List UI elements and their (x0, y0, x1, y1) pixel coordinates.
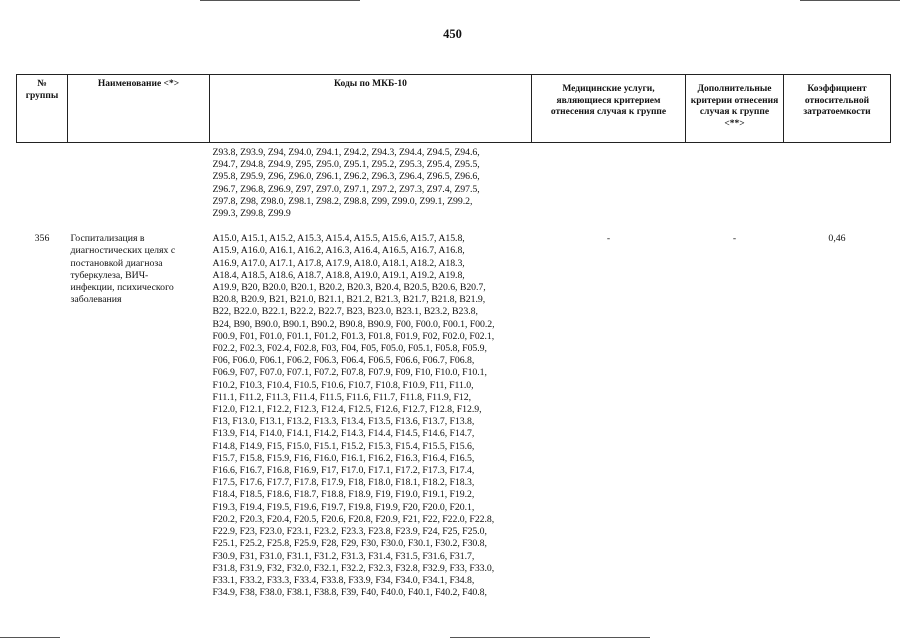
code-line: F13, F13.0, F13.1, F13.2, F13.3, F13.4, F13.5, F13.6, F13.7, F13.8, (212, 416, 475, 428)
code-line: F13.9, F14, F14.0, F14.1, F14.2, F14.3, F14.4, F14.5, F14.6, F14.7, (212, 428, 475, 440)
code-line: F25.1, F25.2, F25.8, F25.9, F28, F29, F30, F30.0, F30.1, F30.2, F30.8, (212, 538, 487, 550)
tariff-groups-table (16, 74, 891, 599)
code-line: A19.9, B20, B20.0, B20.1, B20.2, B20.3, B20.4, B20.5, B20.6, B20.7, (212, 282, 486, 294)
code-line: Z97.8, Z98, Z98.0, Z98.1, Z98.2, Z98.8, Z99, Z99.0, Z99.1, Z99.2, (212, 195, 473, 207)
code-line: F34.9, F38, F38.0, F38.1, F38.8, F39, F40, F40.0, F40.1, F40.2, F40.8, (212, 587, 487, 599)
additional-criteria-value: - (732, 233, 737, 245)
name-line: диагностических целях с (70, 245, 176, 257)
scan-edge-top (200, 0, 360, 1)
code-line: B22, B22.0, B22.1, B22.2, B22.7, B23, B23.0, B23.1, B23.2, B23.8, (212, 306, 478, 318)
code-line: F06.9, F07, F07.0, F07.1, F07.2, F07.8, F07.9, F09, F10, F10.0, F10.1, (212, 367, 487, 379)
header-icd10-codes: Коды по МКБ-10 (210, 75, 532, 143)
group-number: 356 (34, 233, 50, 245)
name-line: инфекции, психического (70, 282, 174, 294)
icd10-codes (210, 233, 532, 599)
code-line: Z93.8, Z93.9, Z94, Z94.0, Z94.1, Z94.2, Z94.3, Z94.4, Z94.5, Z94.6, (212, 147, 480, 158)
table-header-row (17, 75, 891, 143)
scan-edge-top-right (800, 0, 900, 1)
scan-edge-bottom-mid (450, 637, 650, 638)
continuation-codes (210, 143, 532, 221)
page-number: 450 (443, 27, 462, 41)
code-line: Z96.7, Z96.8, Z96.9, Z97, Z97.0, Z97.1, Z97.2, Z97.3, Z97.4, Z97.5, (212, 183, 480, 195)
name-line: туберкулеза, ВИЧ- (70, 269, 149, 281)
code-line: A18.4, A18.5, A18.6, A18.7, A18.8, A19.0, A19.1, A19.2, A19.8, (212, 269, 465, 281)
code-line: F15.7, F15.8, F15.9, F16, F16.0, F16.1, F16.2, F16.3, F16.4, F16.5, (212, 452, 475, 464)
header-additional-criteria: Дополнительные критерии отнесения случая к группе <**> (686, 75, 784, 143)
medical-services-value: - (606, 233, 611, 245)
code-line: F20.2, F20.3, F20.4, F20.5, F20.6, F20.8, F20.9, F21, F22, F22.0, F22.8, (212, 513, 495, 525)
code-line: F00.9, F01, F01.0, F01.1, F01.2, F01.3, F01.8, F01.9, F02, F02.0, F02.1, (212, 330, 495, 342)
code-line: F31.8, F31.9, F32, F32.0, F32.1, F32.2, F32.3, F32.8, F32.9, F33, F33.0, (212, 562, 495, 574)
header-name: Наименование <*> (68, 75, 210, 143)
cost-coefficient-value: 0,46 (828, 233, 846, 245)
code-line: F17.5, F17.6, F17.7, F17.8, F17.9, F18, F18.0, F18.1, F18.2, F18.3, (212, 477, 475, 489)
code-line: F02.2, F02.3, F02.4, F02.8, F03, F04, F05, F05.0, F05.1, F05.8, F05.9, (212, 343, 487, 355)
code-line: A15.0, A15.1, A15.2, A15.3, A15.4, A15.5, A15.6, A15.7, A15.8, (212, 233, 465, 245)
code-line: Z99.3, Z99.8, Z99.9 (212, 208, 291, 220)
code-line: Z94.7, Z94.8, Z94.9, Z95, Z95.0, Z95.1, Z95.2, Z95.3, Z95.4, Z95.5, (212, 159, 480, 171)
code-line: F16.6, F16.7, F16.8, F16.9, F17, F17.0, F17.1, F17.2, F17.3, F17.4, (212, 465, 475, 477)
code-line: F10.2, F10.3, F10.4, F10.5, F10.6, F10.7, F10.8, F10.9, F11, F11.0, (212, 379, 474, 391)
code-line: F18.4, F18.5, F18.6, F18.7, F18.8, F18.9, F19, F19.0, F19.1, F19.2, (212, 489, 475, 501)
scan-edge-bottom-left (0, 637, 60, 638)
name-line: постановкой диагноза (70, 257, 163, 269)
code-line: F33.1, F33.2, F33.3, F33.4, F33.8, F33.9, F34, F34.0, F34.1, F34.8, (212, 574, 475, 586)
code-line: B20.8, B20.9, B21, B21.0, B21.1, B21.2, B21.3, B21.7, B21.8, B21.9, (212, 294, 486, 306)
group-name (68, 233, 210, 599)
code-line: F14.8, F14.9, F15, F15.0, F15.1, F15.2, F15.3, F15.4, F15.5, F15.6, (212, 440, 475, 452)
code-line: F22.9, F23, F23.0, F23.1, F23.2, F23.3, F23.8, F23.9, F24, F25, F25.0, (212, 526, 487, 538)
code-line: F19.3, F19.4, F19.5, F19.6, F19.7, F19.8, F19.9, F20, F20.0, F20.1, (212, 501, 475, 513)
table-row-356 (17, 233, 891, 599)
code-line: A15.9, A16.0, A16.1, A16.2, A16.3, A16.4, A16.5, A16.7, A16.8, (212, 245, 465, 257)
code-line: F11.1, F11.2, F11.3, F11.4, F11.5, F11.6, F11.7, F11.8, F11.9, F12, (212, 391, 471, 403)
code-line: A16.9, A17.0, A17.1, A17.8, A17.9, A18.0, A18.1, A18.2, A18.3, (212, 257, 465, 269)
name-line: заболевания (70, 294, 122, 306)
header-medical-services: Медицинские услуги, являющиеся критерием отнесения случая к группе (532, 75, 686, 143)
table-row-continuation (17, 143, 891, 221)
header-cost-coefficient: Коэффициент относительной затратоемкости (784, 75, 891, 143)
name-line: Госпитализация в (70, 233, 145, 245)
header-group-number: № группы (17, 75, 68, 143)
code-line: F30.9, F31, F31.0, F31.1, F31.2, F31.3, F31.4, F31.5, F31.6, F31.7, (212, 550, 475, 562)
code-line: F12.0, F12.1, F12.2, F12.3, F12.4, F12.5, F12.6, F12.7, F12.8, F12.9, (212, 404, 482, 416)
code-line: F06, F06.0, F06.1, F06.2, F06.3, F06.4, F06.5, F06.6, F06.7, F06.8, (212, 355, 475, 367)
code-line: Z95.8, Z95.9, Z96, Z96.0, Z96.1, Z96.2, Z96.3, Z96.4, Z96.5, Z96.6, (212, 171, 480, 183)
code-line: B24, B90, B90.0, B90.1, B90.2, B90.8, B90.9, F00, F00.0, F00.1, F00.2, (212, 318, 495, 330)
